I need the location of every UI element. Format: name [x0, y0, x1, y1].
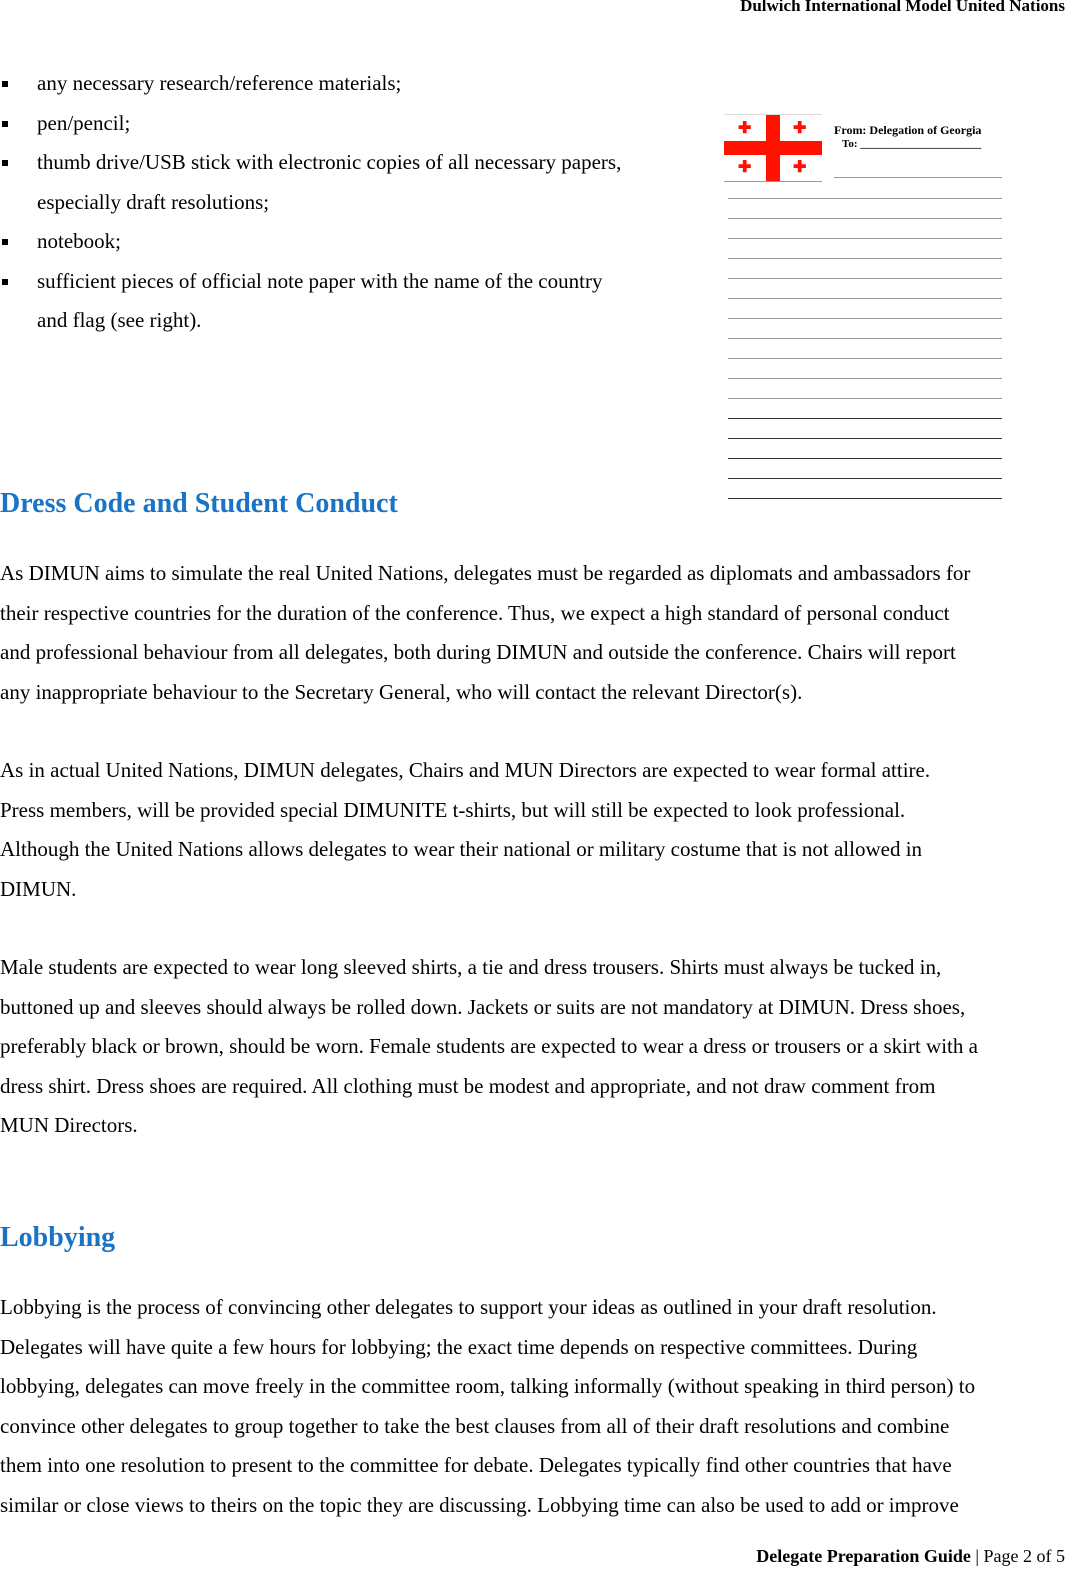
note-paper-example	[724, 114, 1006, 504]
bullet-icon	[2, 160, 8, 166]
paragraph-line: convince other delegates to group together to take the best clauses from all of their draft resolutions and combine	[0, 1413, 950, 1438]
paragraph-line: Male students are expected to wear long sleeved shirts, a tie and dress trousers. Shirts must always be tucked in,	[0, 955, 942, 979]
list-item-text: especially draft resolutions;	[37, 189, 270, 214]
paragraph-line: As in actual United Nations, DIMUN delegates, Chairs and MUN Directors are expected to wear formal attire.	[0, 758, 931, 782]
bullet-icon	[2, 81, 8, 87]
section-heading-lobbying: Lobbying	[0, 1222, 116, 1253]
paragraph-line: and professional behaviour from all delegates, both during DIMUN and outside the conference. Chairs will report	[0, 640, 956, 664]
list-item	[0, 222, 621, 262]
paragraph-line: MUN Directors.	[0, 1113, 138, 1137]
list-item	[0, 262, 621, 341]
note-line	[728, 378, 1002, 379]
materials-list	[0, 64, 621, 341]
note-line	[728, 278, 1002, 279]
note-line	[728, 258, 1002, 259]
paragraph-line: Lobbying is the process of convincing other delegates to support your ideas as outlined in your draft resolution.	[0, 1295, 937, 1319]
paragraph-line: Delegates will have quite a few hours for lobbying; the exact time depends on respective committees. During	[0, 1334, 918, 1359]
paragraph-line: Press members, will be provided special DIMUNITE t-shirts, but will still be expected to look professional.	[0, 797, 906, 822]
list-item-text: notebook;	[37, 229, 121, 253]
bullet-icon	[2, 239, 8, 245]
note-line	[728, 398, 1002, 399]
paragraph-line: DIMUN.	[0, 876, 77, 901]
section-heading-dress-code: Dress Code and Student Conduct	[0, 488, 398, 519]
paragraph	[0, 948, 978, 1146]
paragraph-line: buttoned up and sleeves should always be rolled down. Jackets or suits are not mandatory at DIMUN. Dress shoes,	[0, 994, 966, 1019]
footer-title: Delegate Preparation Guide	[756, 1546, 971, 1566]
paragraph-line: Although the United Nations allows delegates to wear their national or military costume that is not allowed in	[0, 837, 923, 861]
paragraph	[0, 1288, 975, 1525]
list-item-text: pen/pencil;	[37, 110, 131, 135]
paragraph-line: any inappropriate behaviour to the Secretary General, who will contact the relevant Director(s).	[0, 679, 803, 704]
list-item-text: sufficient pieces of official note paper with the name of the country	[37, 268, 603, 293]
bullet-icon	[2, 279, 8, 285]
bullet-icon	[2, 121, 8, 127]
paragraph-line: dress shirt. Dress shoes are required. All clothing must be modest and appropriate, and not draw comment from	[0, 1073, 936, 1098]
note-line	[834, 177, 1002, 178]
paragraph	[0, 751, 930, 909]
note-line	[728, 238, 1002, 239]
note-line	[728, 418, 1002, 419]
paragraph-line: their respective countries for the duration of the conference. Thus, we expect a high standard of personal conduct	[0, 600, 950, 625]
list-item	[0, 104, 621, 144]
page-footer	[756, 1546, 1065, 1567]
paragraph	[0, 554, 970, 712]
note-line	[728, 298, 1002, 299]
page-number: | Page 2 of 5	[975, 1546, 1065, 1566]
paragraph-line: them into one resolution to present to the committee for debate. Delegates typically find other countries that have	[0, 1453, 952, 1477]
list-item	[0, 64, 621, 104]
paragraph-line: similar or close views to theirs on the topic they are discussing. Lobbying time can also be used to add or improve	[0, 1492, 959, 1517]
list-item-text: thumb drive/USB stick with electronic copies of all necessary papers,	[37, 150, 622, 174]
paragraph-line: As DIMUN aims to simulate the real United Nations, delegates must be regarded as diplomats and ambassadors for	[0, 561, 971, 585]
note-line	[728, 338, 1002, 339]
list-item-text: and flag (see right).	[37, 308, 202, 332]
note-line	[728, 458, 1002, 459]
note-line	[728, 438, 1002, 439]
paragraph-line: lobbying, delegates can move freely in the committee room, talking informally (without speaking in third person) to	[0, 1374, 976, 1398]
note-line	[728, 498, 1002, 499]
note-line	[728, 358, 1002, 359]
note-from: From: Delegation of Georgia	[834, 123, 982, 137]
note-line	[728, 318, 1002, 319]
paragraph-line: preferably black or brown, should be worn. Female students are expected to wear a dress or trousers or a skirt with a	[0, 1034, 978, 1058]
note-to: To: ______________________	[842, 138, 982, 150]
note-line	[728, 218, 1002, 219]
page-header: Dulwich International Model United Nations	[740, 0, 1065, 15]
note-line	[728, 198, 1002, 199]
note-line	[728, 478, 1002, 479]
list-item-text: any necessary research/reference materials;	[37, 71, 402, 95]
georgia-flag-icon: ✚ ✚ ✚ ✚	[724, 114, 822, 182]
list-item	[0, 143, 621, 222]
